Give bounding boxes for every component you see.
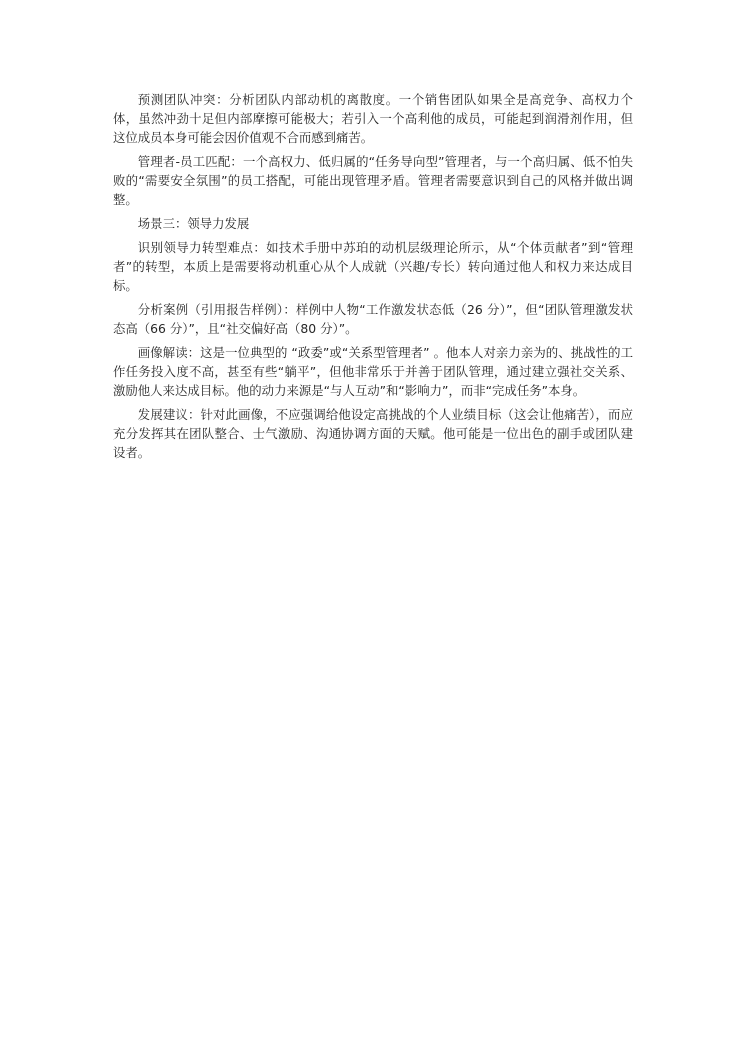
paragraph-team-conflict: 预测团队冲突：分析团队内部动机的离散度。一个销售团队如果全是高竞争、高权力个体，虽然冲劲十足但内部摩擦可能极大；若引入一个高利他的成员，可能起到润滑剂作用，但这位成员本身可能会因价值观不合而感到痛苦。	[113, 92, 633, 145]
paragraph-case-analysis: 分析案例（引用报告样例）：样例中人物“工作激发状态低（26 分）”，但“团队管理激发状态高（66 分）”，且“社交偏好高（80 分）”。	[113, 302, 633, 336]
paragraph-manager-employee-match: 管理者-员工匹配：一个高权力、低归属的“任务导向型”管理者，与一个高归属、低不怕失败的“需要安全氛围”的员工搭配，可能出现管理矛盾。管理者需要意识到自己的风格并做出调整。	[113, 154, 633, 207]
document-page	[113, 90, 633, 467]
section-heading-scenario-three: 场景三：领导力发展	[137, 216, 250, 231]
paragraph-leadership-transition: 识别领导力转型难点：如技术手册中苏珀的动机层级理论所示，从“个体贡献者”到“管理者”的转型，本质上是需要将动机重心从个人成就（兴趣/专长）转向通过他人和权力来达成目标。	[113, 240, 633, 293]
paragraph-development-advice: 发展建议：针对此画像，不应强调给他设定高挑战的个人业绩目标（这会让他痛苦），而应充分发挥其在团队整合、士气激励、沟通协调方面的天赋。他可能是一位出色的副手或团队建设者。	[113, 407, 633, 460]
paragraph-profile-interpretation: 画像解读：这是一位典型的 “政委”或“关系型管理者” 。他本人对亲力亲为的、挑战性的工作任务投入度不高，甚至有些“躺平”，但他非常乐于并善于团队管理，通过建立强社交关系、激励他人来达成目标。他的动力来源是“与人互动”和“影响力”，而非“完成任务”本身。	[113, 345, 633, 398]
